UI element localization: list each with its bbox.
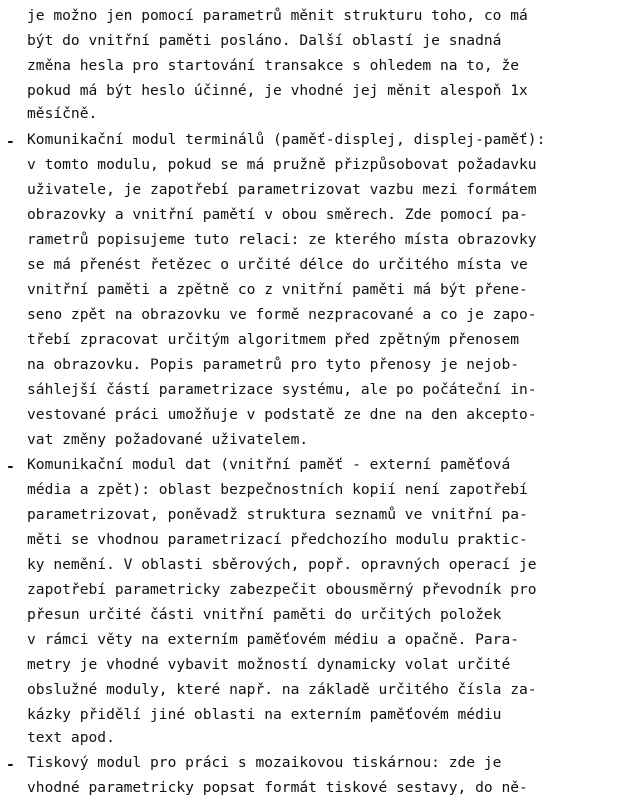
- text-line: metry je vhodné vybavit možností dynamicky volat určité: [27, 656, 511, 673]
- bullet-dash: -: [6, 458, 15, 475]
- text-line: obslužné moduly, které např. na základě určitého čísla za-: [27, 681, 537, 698]
- text-line: v tomto modulu, pokud se má pružně přizpůsobovat požadavku: [27, 156, 537, 173]
- bullet-dash: -: [6, 133, 15, 150]
- bullet-dash: -: [6, 756, 15, 773]
- text-line: třebí zpracovat určitým algoritmem před zpětným přenosem: [27, 331, 520, 348]
- text-line: měsíčně.: [27, 105, 98, 122]
- text-line: měti se vhodnou parametrizací předchozího modulu praktic-: [27, 531, 528, 548]
- text-line: uživatele, je zapotřebí parametrizovat vazbu mezi formátem: [27, 181, 537, 198]
- text-line: média a zpět): oblast bezpečnostních kopií není zapotřebí: [27, 481, 528, 498]
- text-line: ky nemění. V oblasti sběrových, popř. opravných operací je: [27, 556, 537, 573]
- text-line: text apod.: [27, 729, 115, 746]
- text-line: na obrazovku. Popis parametrů pro tyto přenosy je nejob-: [27, 356, 520, 373]
- text-line: Tiskový modul pro práci s mozaikovou tiskárnou: zde je: [27, 754, 502, 771]
- text-line: parametrizovat, poněvadž struktura seznamů ve vnitřní pa-: [27, 506, 528, 523]
- text-line: v rámci věty na externím paměťovém médiu a opačně. Para-: [27, 631, 520, 648]
- text-line: Komunikační modul terminálů (paměť-displej, displej-paměť):: [27, 131, 546, 148]
- text-line: obrazovky a vnitřní pamětí v obou směrech. Zde pomocí pa-: [27, 206, 528, 223]
- text-line: sáhlejší částí parametrizace systému, ale po počáteční in-: [27, 381, 537, 398]
- text-line: kázky přidělí jiné oblasti na externím paměťovém médiu: [27, 706, 502, 723]
- text-line: se má přenést řetězec o určité délce do určitého místa ve: [27, 256, 528, 273]
- text-line: vnitřní paměti a zpětně co z vnitřní paměti má být přene-: [27, 281, 528, 298]
- text-line: vhodné parametricky popsat formát tiskové sestavy, do ně-: [27, 779, 528, 796]
- text-line: zapotřebí parametricky zabezpečit obousměrný převodník pro: [27, 581, 537, 598]
- text-line: seno zpět na obrazovku ve formě nezpracované a co je zapo-: [27, 306, 537, 323]
- text-line: pokud má být heslo účinné, je vhodné jej měnit alespoň 1x: [27, 82, 528, 99]
- text-line: přesun určité části vnitřní paměti do určitých položek: [27, 606, 502, 623]
- text-line: rametrů popisujeme tuto relaci: ze kterého místa obrazovky: [27, 231, 537, 248]
- text-line: je možno jen pomocí parametrů měnit strukturu toho, co má: [27, 7, 528, 24]
- text-line: být do vnitřní paměti posláno. Další oblastí je snadná: [27, 32, 502, 49]
- text-line: vestované práci umožňuje v podstatě ze dne na den akcepto-: [27, 406, 537, 423]
- text-line: vat změny požadované uživatelem.: [27, 431, 309, 448]
- text-line: Komunikační modul dat (vnitřní paměť - externí paměťová: [27, 456, 511, 473]
- text-line: změna hesla pro startování transakce s ohledem na to, že: [27, 57, 520, 74]
